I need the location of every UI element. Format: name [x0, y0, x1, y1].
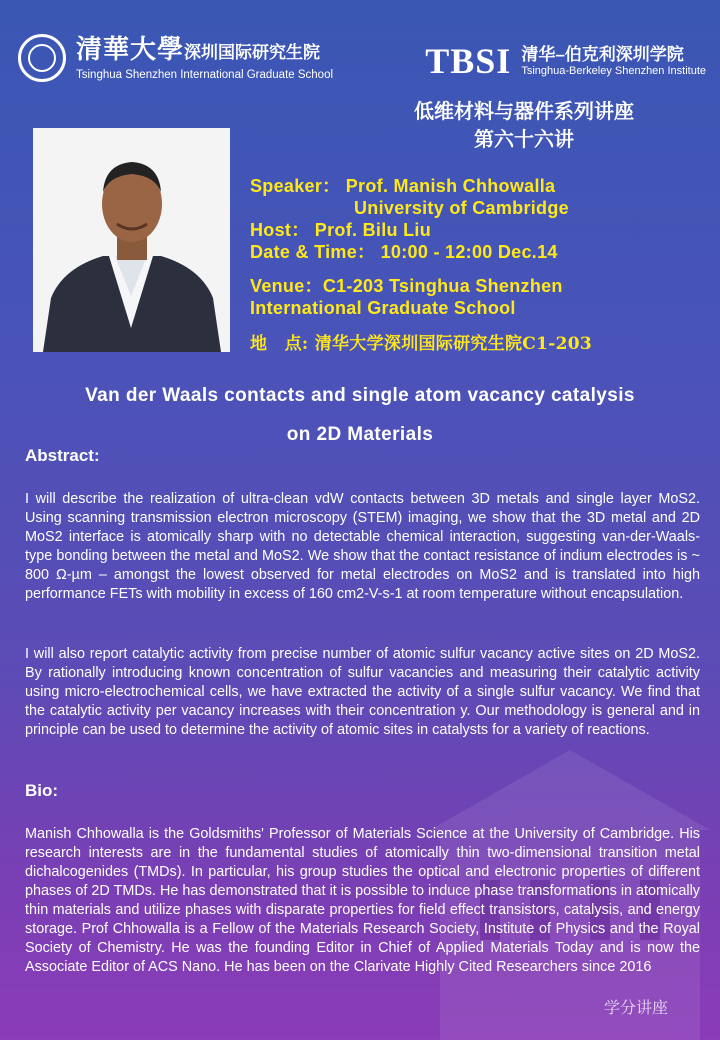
watermark: 学分讲座	[603, 998, 668, 1017]
speaker-portrait-icon	[33, 128, 230, 352]
venue-line-1: Venue：C1-203 Tsinghua Shenzhen	[250, 276, 563, 296]
speaker-photo	[33, 128, 230, 352]
logo-cn-main: 清華大學	[76, 34, 185, 65]
tbsi-abbr: TBSI	[425, 41, 512, 81]
logo-cn-sub: 深圳国际研究生院	[184, 42, 321, 63]
logo-cn-text	[76, 36, 333, 67]
datetime-line: Date & Time： 10:00 - 12:00 Dec.14	[250, 242, 558, 262]
tsinghua-seal-icon	[18, 34, 66, 82]
talk-title	[0, 376, 720, 454]
logo-en-text: Tsinghua Shenzhen International Graduate School	[76, 68, 334, 81]
abstract-paragraph-1: I will describe the realization of ultra-clean vdW contacts between 3D metals and single layer MoS2. Using scanning transmission electron microscopy (STEM) imaging, we show that the 3D metal and 2D MoS2 interface is atomically sharp with no detectable chemical interaction, suggesting van-der-Waals-type bonding between the metal and MoS2. We show that the contact resistance of indium electrodes is ~ 800 Ω-µm – amongst the lowest observed for metal electrodes on MoS2 and is translated into high performance FETs with mobility in excess of 160 cm2-V-s-1 at room temperature without encapsulation.	[25, 491, 700, 602]
series-title: 低维材料与器件系列讲座	[414, 101, 634, 123]
host-line: Host： Prof. Bilu Liu	[250, 220, 431, 240]
tbsi-logo	[425, 41, 706, 81]
abstract-paragraph-2: I will also report catalytic activity from precise number of atomic sulfur vacancy active sites on 2D MoS2. By rationally introducing known concentration of sulfur vacancies and measuring their catalytic activity using micro-electrochemical cells, we have extracted the activity of a single sulfur vacancy. We find that the catalytic activity per vacancy increases with their concentration y. Our methodology is general and in principle can be used to determine the activity of atomic sites in catalysts for a variety of reactions.	[25, 646, 700, 738]
tbsi-cn: 清华–伯克利深圳学院	[521, 45, 684, 64]
event-info	[250, 175, 592, 355]
tbsi-en: Tsinghua-Berkeley Shenzhen Institute	[521, 65, 706, 77]
series-number: 第六十六讲	[474, 129, 574, 151]
venue-cn: 地 点: 清华大学深圳国际研究生院C1-203	[250, 334, 592, 354]
talk-title-line-2: on 2D Materials	[286, 424, 434, 445]
bio-heading: Bio:	[25, 781, 59, 800]
talk-title-line-1: Van der Waals contacts and single atom vacancy catalysis	[85, 385, 635, 406]
bio-paragraph: Manish Chhowalla is the Goldsmiths' Professor of Materials Science at the University of Cambridge. His research interests are in the fundamental studies of atomically thin two-dimensional transition metal dichalcogenides (TMDs). In particular, his group studies the optical and electronic properties of different phases of 2D TMDs. He has demonstrated that it is possible to induce phase transformations in atomically thin materials and utilize phases with disparate properties for field effect transistors, catalysis, and energy storage. Prof Chhowalla is a Fellow of the Materials Research Society, Institute of Physics and the Royal Society of Chemistry. He was the founding Editor in Chief of Applied Materials Today and is now the Associate Editor of ACS Nano. He has been on the Clarivate Highly Cited Researchers since 2016	[25, 826, 700, 975]
abstract-heading: Abstract:	[25, 446, 100, 465]
speaker-line: Speaker： Prof. Manish Chhowalla	[250, 176, 556, 196]
tsinghua-sigs-logo	[18, 34, 333, 82]
venue-line-2: International Graduate School	[250, 298, 516, 318]
speaker-affiliation: University of Cambridge	[354, 198, 569, 218]
lecture-series	[414, 98, 634, 154]
